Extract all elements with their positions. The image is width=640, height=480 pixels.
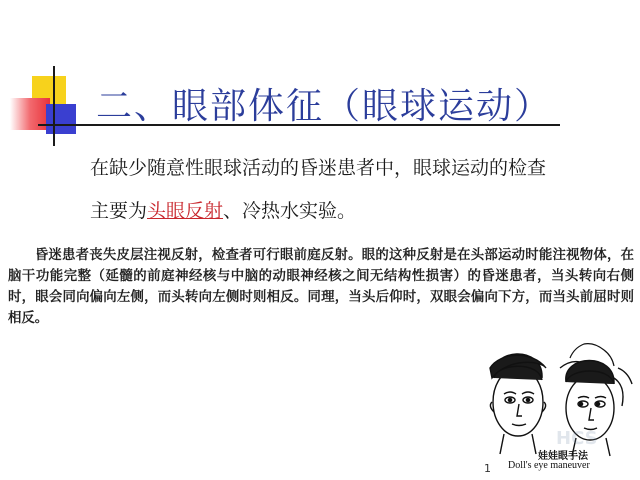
scanned-paragraph: 昏迷患者丧失皮层注视反射，检查者可行眼前庭反射。眼的这种反射是在头部运动时能注视物体，在脑干功能完整（延髓的前庭神经核与中脑的动眼神经核之间无结构性损害）的昏迷患者，当头转向右侧时，眼会同向偏向左侧，而头转向左侧时则相反。同理，当头后仰时，双眼会偏向下方，而当头前屈时则相反。	[8, 247, 634, 326]
head-eye-reflex-link[interactable]: 头眼反射	[147, 200, 224, 222]
body-line-2	[90, 196, 356, 223]
scanned-text-block	[8, 245, 634, 329]
figure-caption-chinese: 娃娃眼手法	[538, 451, 588, 462]
decor-blue-square	[46, 104, 76, 134]
figure-caption-english: Doll's eye maneuver	[508, 460, 590, 471]
body-line-2-end: 、冷热水实验。	[223, 200, 357, 222]
decor-vertical-line	[53, 66, 55, 146]
slide-title: 二、眼部体征（眼球运动）	[96, 86, 553, 127]
body-line-1: 在缺少随意性眼球活动的昏迷患者中，眼球运动的检查	[90, 157, 547, 179]
page-mark: 1	[484, 462, 491, 475]
frontal-face-drawing	[490, 354, 546, 454]
body-line-2-start: 主要为	[90, 200, 148, 222]
watermark-logo: HCS	[556, 428, 598, 449]
